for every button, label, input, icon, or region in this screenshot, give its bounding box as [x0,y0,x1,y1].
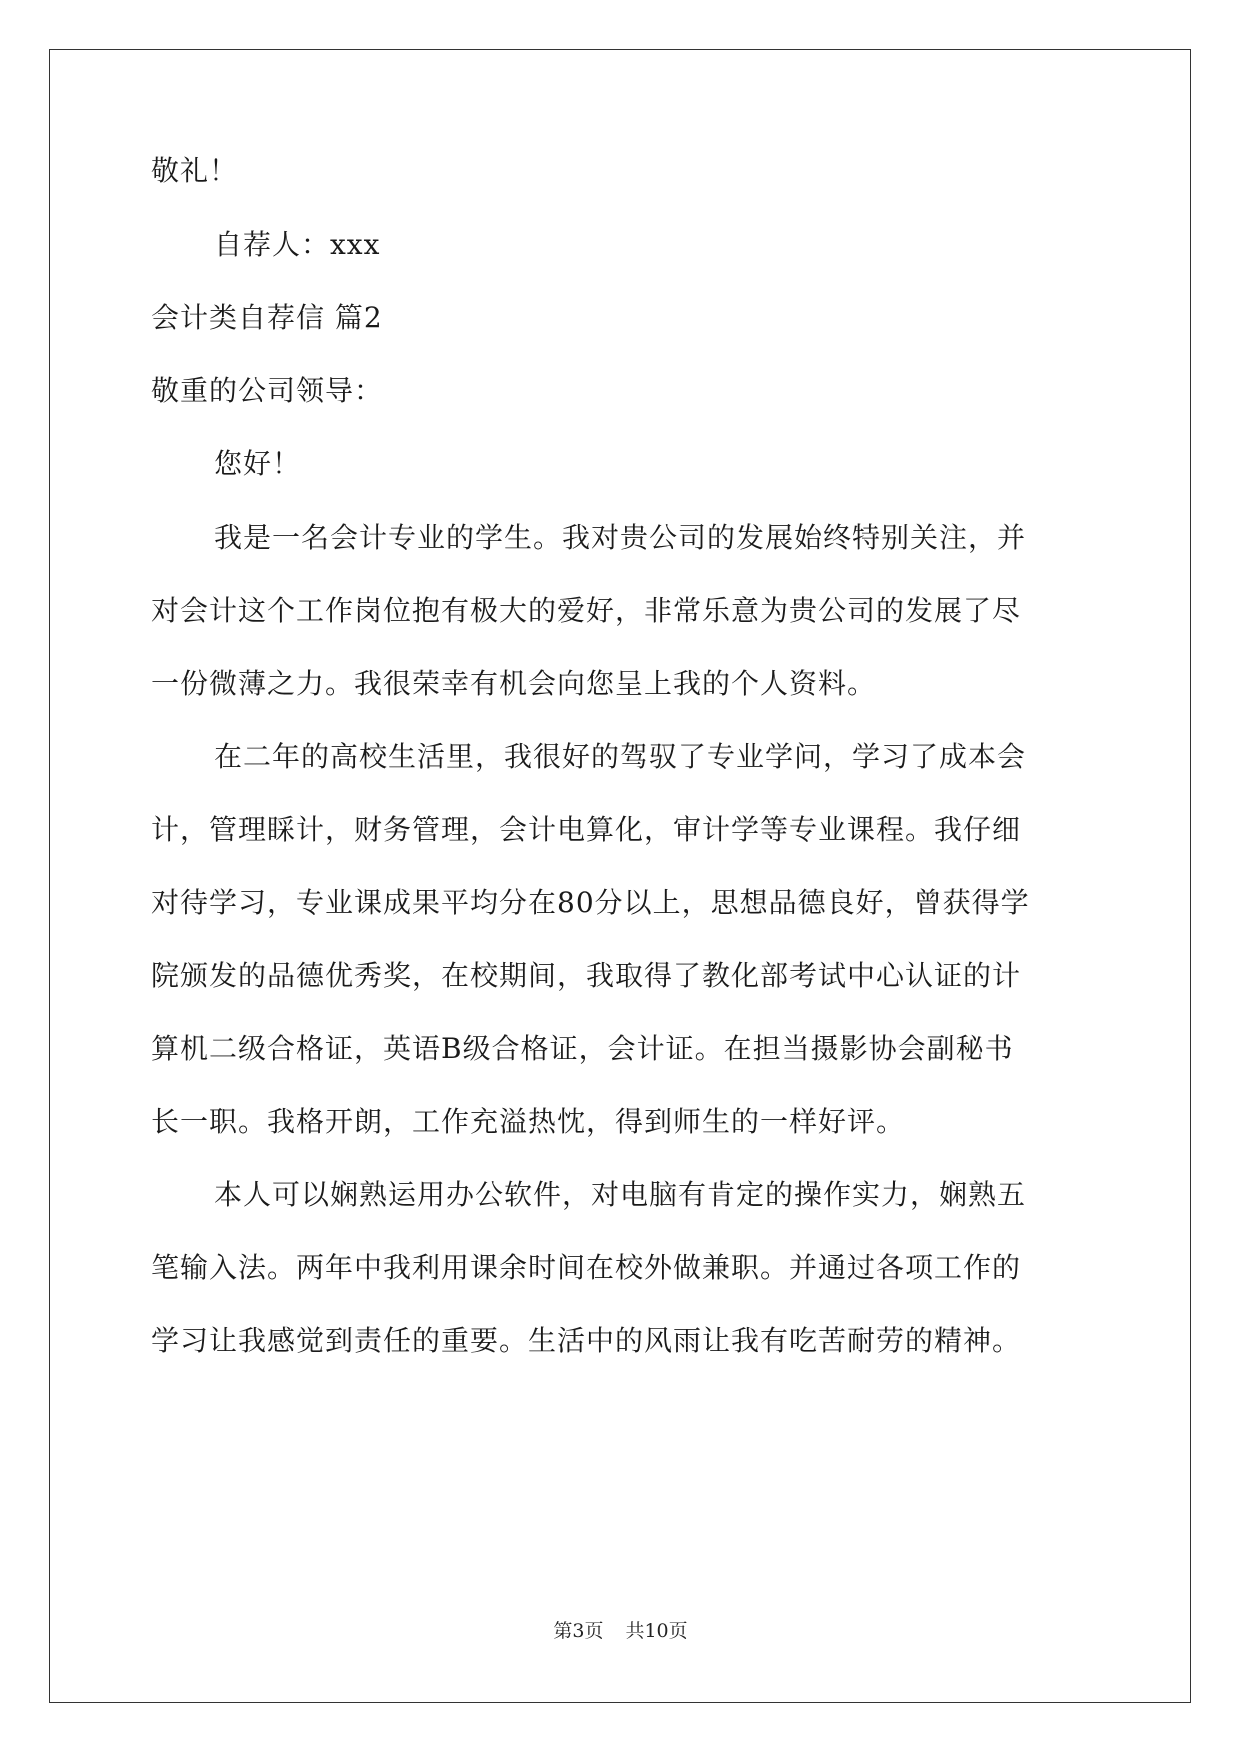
paragraph-line: 在二年的高校生活里，我很好的驾驭了专业学问，学习了成本会 [214,740,1027,773]
paragraph-line: 笔输入法。两年中我利用课余时间在校外做兼职。并通过各项工作的 [151,1251,1022,1284]
paragraph-line: 对会计这个工作岗位抱有极大的爱好，非常乐意为贵公司的发展了尽 [151,594,1022,627]
paragraph-line: 我是一名会计专业的学生。我对贵公司的发展始终特别关注，并 [214,521,1027,554]
paragraph-line: 长一职。我格开朗，工作充溢热忱，得到师生的一样好评。 [151,1105,906,1138]
paragraph-line: 算机二级合格证，英语B级合格证，会计证。在担当摄影协会副秘书 [151,1032,1014,1065]
page-number-current: 第3页 [553,1620,604,1642]
section-heading: 会计类自荐信 篇2 [151,301,383,334]
page-number-total: 共10页 [625,1620,688,1642]
closing-salutation: 敬礼！ [151,154,239,187]
paragraph-line: 学习让我感觉到责任的重要。生活中的风雨让我有吃苦耐劳的精神。 [151,1324,1022,1357]
paragraph-line: 本人可以娴熟运用办公软件，对电脑有肯定的操作实力，娴熟五 [214,1178,1027,1211]
paragraph-line: 院颁发的品德优秀奖，在校期间，我取得了教化部考试中心认证的计 [151,959,1022,992]
paragraph-line: 一份微薄之力。我很荣幸有机会向您呈上我的个人资料。 [151,667,877,700]
paragraph-line: 计，管理睬计，财务管理，会计电算化，审计学等专业课程。我仔细 [151,813,1022,846]
greeting-line: 敬重的公司领导： [151,374,384,407]
hello-line: 您好！ [214,447,302,480]
paragraph-line: 对待学习，专业课成果平均分在80分以上，思想品德良好，曾获得学 [151,886,1030,919]
page-footer [0,1618,1241,1644]
signature-line: 自荐人：xxx [214,228,381,261]
